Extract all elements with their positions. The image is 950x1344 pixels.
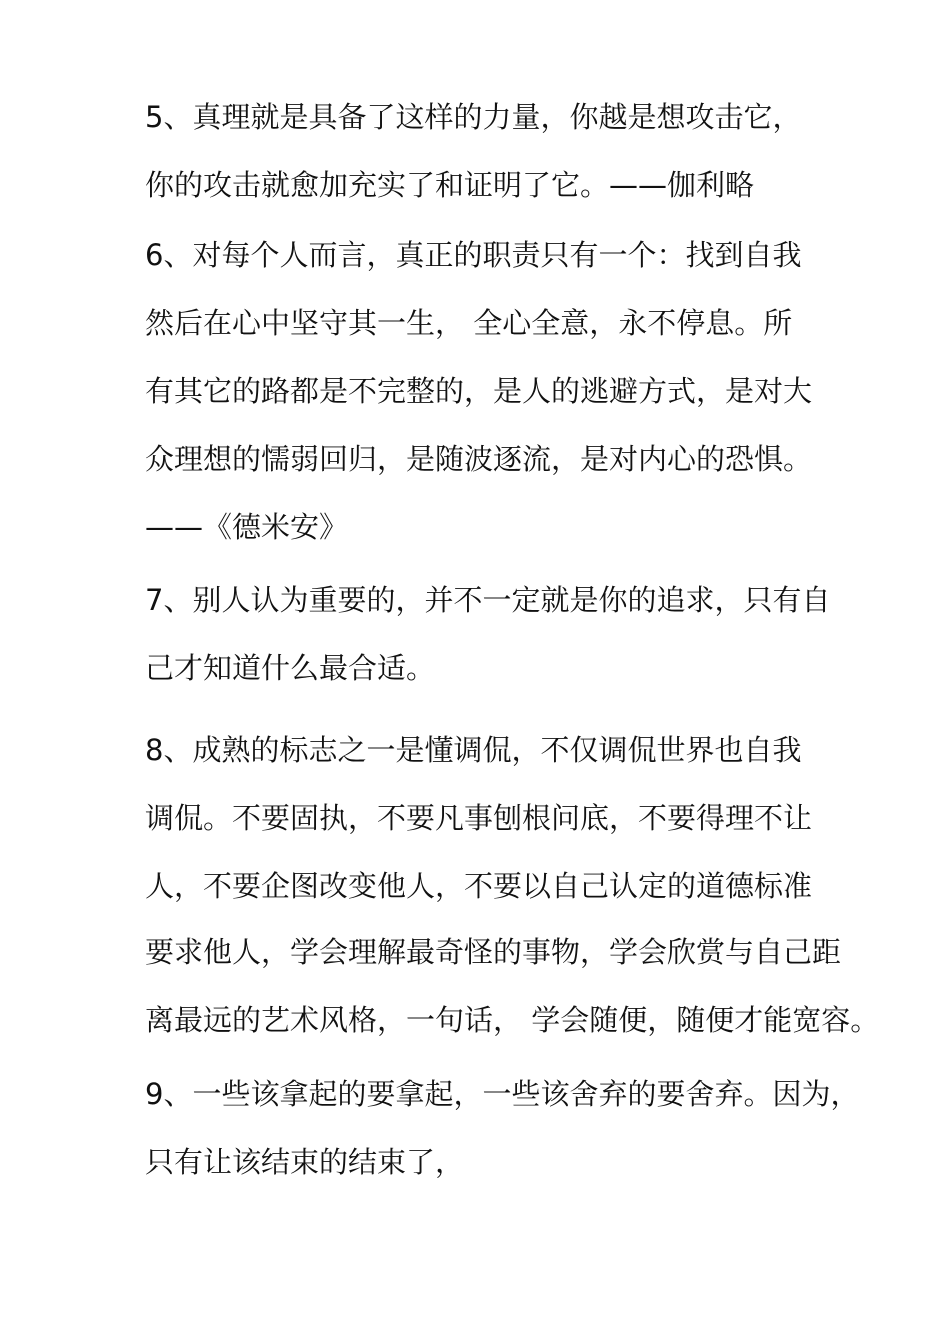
text-line-9: 己才知道什么最合适。 (145, 651, 436, 685)
text-line-11: 调侃。不要固执，不要凡事刨根问底，不要得理不让 (145, 801, 813, 835)
text-line-4: 然后在心中坚守其一生， 全心全意，永不停息。所 (145, 306, 793, 340)
text-line-13: 要求他人，学会理解最奇怪的事物，学会欣赏与自己距 (145, 935, 842, 969)
text-line-2: 你的攻击就愈加充实了和证明了它。——伽利略 (145, 168, 755, 202)
text-line-14: 离最远的艺术风格，一句话， 学会随便，随便才能宽容。 (145, 1003, 880, 1037)
text-line-12: 人，不要企图改变他人，不要以自己认定的道德标准 (145, 869, 813, 903)
text-line-5: 有其它的路都是不完整的，是人的逃避方式，是对大 (145, 374, 813, 408)
text-line-10: 8、成熟的标志之一是懂调侃，不仅调侃世界也自我 (145, 733, 802, 767)
text-line-16: 只有让该结束的结束了， (145, 1145, 465, 1179)
text-line-8: 7、别人认为重要的，并不一定就是你的追求，只有自 (145, 583, 831, 617)
text-line-3: 6、对每个人而言，真正的职责只有一个：找到自我 (145, 238, 802, 272)
text-line-1: 5、真理就是具备了这样的力量，你越是想攻击它， (145, 100, 802, 134)
text-line-7: ——《德米安》 (145, 510, 349, 544)
text-line-15: 9、一些该拿起的要拿起，一些该舍弃的要舍弃。因为， (145, 1077, 860, 1111)
text-line-6: 众理想的懦弱回归，是随波逐流，是对内心的恐惧。 (145, 442, 813, 476)
